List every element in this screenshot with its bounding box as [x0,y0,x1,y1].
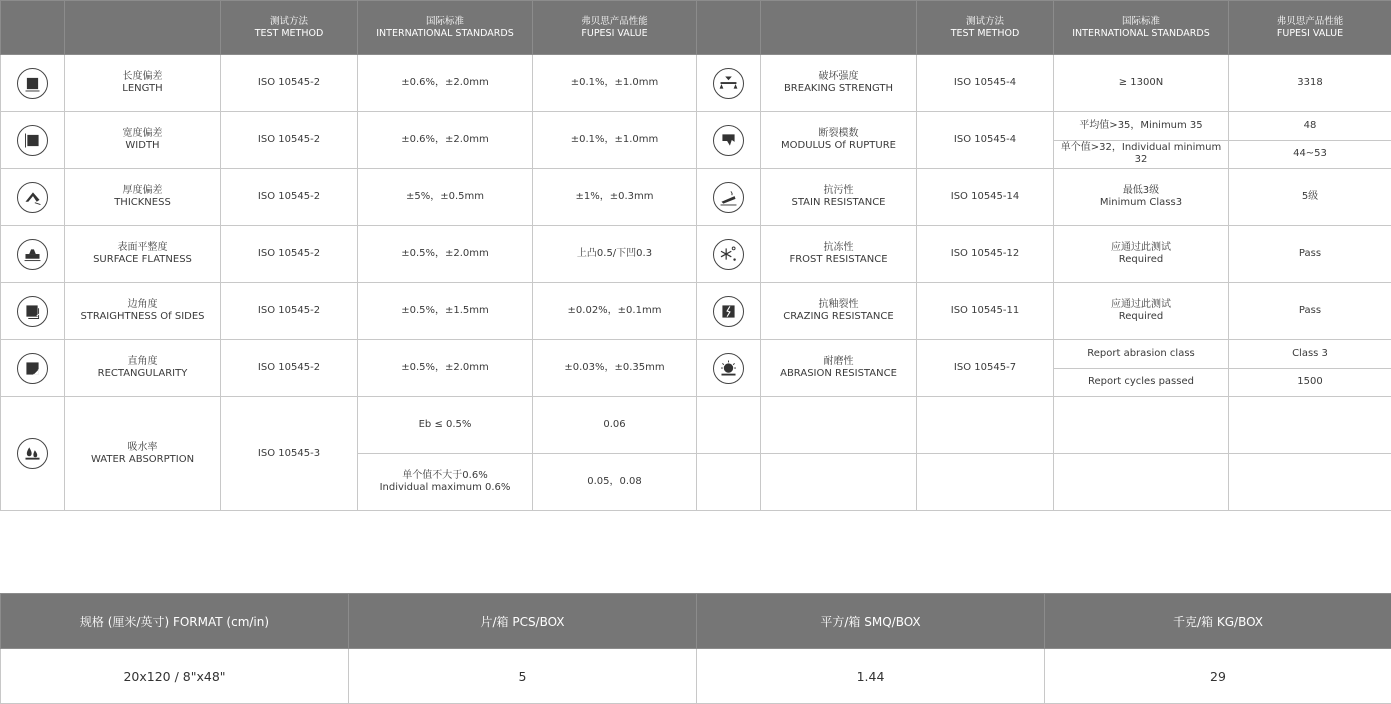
international-standard: Report abrasion class [1054,340,1229,369]
test-method: ISO 10545-14 [917,169,1054,226]
header-pcs-box: 片/箱 PCS/BOX [349,594,697,649]
international-standard: 应通过此测试 Required [1054,226,1229,283]
empty-cell [697,454,761,511]
international-standard: ±5%，±0.5mm [358,169,533,226]
international-standard: ≥ 1300N [1054,55,1229,112]
row-icon-cell [697,283,761,340]
thickness-icon [17,182,48,213]
property-name: 表面平整度 SURFACE FLATNESS [65,226,221,283]
header-test-method: 测试方法 TEST METHOD [221,1,358,55]
test-method: ISO 10545-4 [917,55,1054,112]
row-icon-cell [1,397,65,511]
empty-cell [1054,454,1229,511]
rupture-icon [713,125,744,156]
frost-icon [713,239,744,270]
format-value: 20x120 / 8"x48" [1,649,349,704]
fupesi-value: ±0.1%，±1.0mm [533,55,697,112]
test-method: ISO 10545-11 [917,283,1054,340]
empty-cell [1229,454,1391,511]
test-method: ISO 10545-2 [221,226,358,283]
international-standard: ±0.5%，±1.5mm [358,283,533,340]
fupesi-value: 0.05，0.08 [533,454,697,511]
header-name-col [65,1,221,55]
fupesi-value: 5级 [1229,169,1391,226]
row-icon-cell [1,226,65,283]
row-icon-cell [1,283,65,340]
straightness-icon [17,296,48,327]
row-icon-cell [697,226,761,283]
property-name: 厚度偏差 THICKNESS [65,169,221,226]
international-standard: ±0.6%，±2.0mm [358,55,533,112]
property-name: 抗污性 STAIN RESISTANCE [761,169,917,226]
property-name: 抗釉裂性 CRAZING RESISTANCE [761,283,917,340]
row-icon-cell [697,340,761,397]
fupesi-value: Class 3 [1229,340,1391,369]
row-icon-cell [1,169,65,226]
test-method: ISO 10545-2 [221,283,358,340]
header-name-col-right [761,1,917,55]
row-icon-cell [697,169,761,226]
test-method: ISO 10545-2 [221,55,358,112]
header-icon-col-right [697,1,761,55]
kg-box-value: 29 [1045,649,1391,704]
test-method: ISO 10545-4 [917,112,1054,169]
length-icon [17,68,48,99]
row-icon-cell [1,55,65,112]
header-fupesi-value-right: 弗贝思产品性能 FUPESI VALUE [1229,1,1391,55]
breaking-strength-icon [713,68,744,99]
header-smq-box: 平方/箱 SMQ/BOX [697,594,1045,649]
header-international-standards-right: 国际标准 INTERNATIONAL STANDARDS [1054,1,1229,55]
flatness-icon [17,239,48,270]
row-icon-cell [697,112,761,169]
international-standard: ±0.6%，±2.0mm [358,112,533,169]
header-icon-col [1,1,65,55]
international-standard: 单个值>32，Individual minimum 32 [1054,140,1229,169]
property-name: 吸水率 WATER ABSORPTION [65,397,221,511]
international-standard: ±0.5%，±2.0mm [358,226,533,283]
table-row [1,340,1391,369]
water-drop-icon [17,438,48,469]
property-name: 断裂模数 MODULUS Of RUPTURE [761,112,917,169]
fupesi-value: ±0.1%，±1.0mm [533,112,697,169]
crazing-icon [713,296,744,327]
test-method: ISO 10545-2 [221,340,358,397]
width-icon [17,125,48,156]
international-standard: 应通过此测试 Required [1054,283,1229,340]
packing-header-row [1,594,1391,649]
table-row [1,112,1391,141]
empty-cell [1229,397,1391,454]
property-name: 边角度 STRAIGHTNESS Of SIDES [65,283,221,340]
spec-header-row [1,1,1391,55]
packing-value-row [1,649,1391,704]
international-standard: ±0.5%，±2.0mm [358,340,533,397]
property-name: 抗冻性 FROST RESISTANCE [761,226,917,283]
row-icon-cell [1,112,65,169]
packing-table [0,593,1391,704]
fupesi-value: Pass [1229,226,1391,283]
empty-cell [761,397,917,454]
header-fupesi-value: 弗贝思产品性能 FUPESI VALUE [533,1,697,55]
empty-cell [761,454,917,511]
test-method: ISO 10545-12 [917,226,1054,283]
fupesi-value: ±1%，±0.3mm [533,169,697,226]
table-row [1,397,1391,454]
fupesi-value: 3318 [1229,55,1391,112]
international-standard: 最低3级 Minimum Class3 [1054,169,1229,226]
empty-cell [917,397,1054,454]
test-method: ISO 10545-2 [221,169,358,226]
empty-cell [917,454,1054,511]
international-standard: Report cycles passed [1054,368,1229,397]
international-standard: Eb ≤ 0.5% [358,397,533,454]
abrasion-icon [713,353,744,384]
pcs-box-value: 5 [349,649,697,704]
empty-cell [697,397,761,454]
international-standard: 平均值>35，Minimum 35 [1054,112,1229,141]
smq-box-value: 1.44 [697,649,1045,704]
row-icon-cell [1,340,65,397]
fupesi-value: ±0.02%，±0.1mm [533,283,697,340]
fupesi-value: 44~53 [1229,140,1391,169]
stain-icon [713,182,744,213]
international-standard: 单个值不大于0.6% Individual maximum 0.6% [358,454,533,511]
fupesi-value: 1500 [1229,368,1391,397]
fupesi-value: ±0.03%，±0.35mm [533,340,697,397]
empty-cell [1054,397,1229,454]
test-method: ISO 10545-7 [917,340,1054,397]
test-method: ISO 10545-3 [221,397,358,511]
header-kg-box: 千克/箱 KG/BOX [1045,594,1391,649]
fupesi-value: 48 [1229,112,1391,141]
row-icon-cell [697,55,761,112]
header-format: 规格 (厘米/英寸) FORMAT (cm/in) [1,594,349,649]
header-international-standards: 国际标准 INTERNATIONAL STANDARDS [358,1,533,55]
property-name: 长度偏差 LENGTH [65,55,221,112]
rectangularity-icon [17,353,48,384]
fupesi-value: 0.06 [533,397,697,454]
fupesi-value: 上凸0.5/下凹0.3 [533,226,697,283]
test-method: ISO 10545-2 [221,112,358,169]
property-name: 破坏强度 BREAKING STRENGTH [761,55,917,112]
property-name: 耐磨性 ABRASION RESISTANCE [761,340,917,397]
header-test-method-right: 测试方法 TEST METHOD [917,1,1054,55]
fupesi-value: Pass [1229,283,1391,340]
property-name: 直角度 RECTANGULARITY [65,340,221,397]
property-name: 宽度偏差 WIDTH [65,112,221,169]
